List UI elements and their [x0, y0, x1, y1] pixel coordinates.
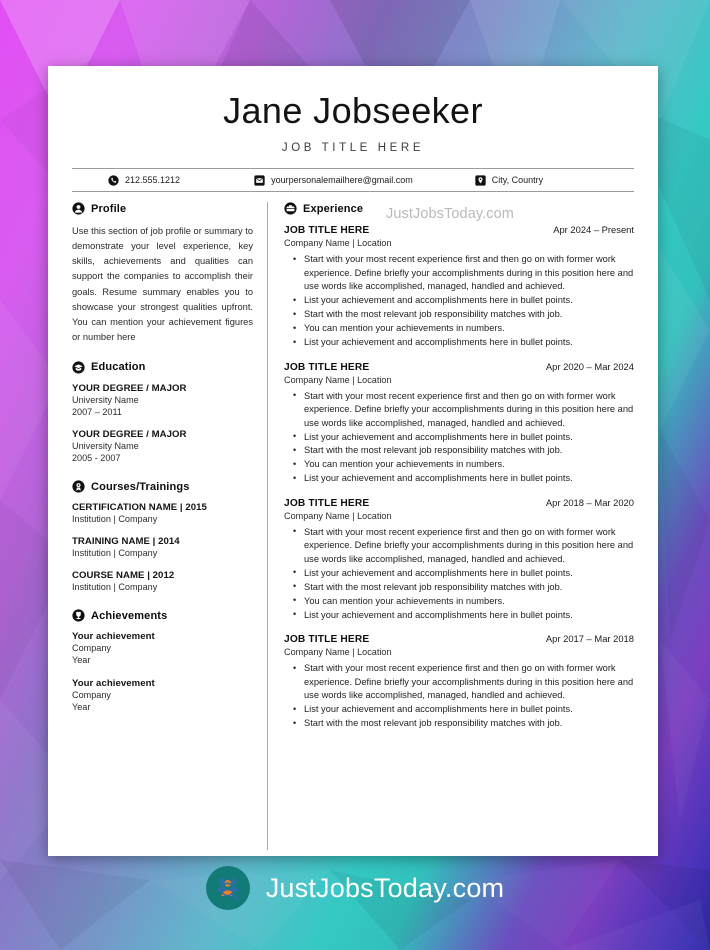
experience-bullets: [284, 662, 634, 730]
section-achievements: [72, 609, 253, 712]
education-entry: [72, 383, 253, 418]
contact-email-value: yourpersonalemailhere@gmail.com: [271, 175, 413, 186]
experience-entry: [284, 361, 634, 486]
watermark-text: JustJobsToday.com: [386, 206, 514, 223]
bullet-item: • Start with your most recent experience first and then go on with former work experience. Define briefly your accomplishments during in this position here and use words like accomplished, managed, handled and achieved.: [304, 253, 634, 293]
achievement-year: Year: [72, 655, 91, 666]
contact-phone[interactable]: [108, 175, 180, 186]
course-institution: Institution | Company: [72, 514, 158, 525]
experience-column: [268, 202, 634, 850]
bullet-item: • Start with the most relevant job responsibility matches with job.: [304, 444, 634, 457]
education-entry: [72, 429, 253, 464]
experience-bullets: [284, 526, 634, 622]
experience-job-title: JOB TITLE HERE: [284, 497, 370, 509]
achievement-title: Your achievement: [72, 677, 155, 689]
email-icon: [254, 175, 265, 186]
education-years: 2007 – 2011: [72, 406, 122, 417]
section-courses-title: Courses/Trainings: [91, 480, 190, 493]
achievement-company: Company: [72, 643, 111, 654]
achievement-year: Year: [72, 701, 91, 712]
course-entry: [72, 536, 253, 559]
bullet-item: • You can mention your achievements in numbers.: [304, 458, 634, 471]
page-title: Jane Jobseeker: [223, 90, 483, 131]
contact-email[interactable]: [254, 175, 413, 186]
course-institution: Institution | Company: [72, 548, 158, 559]
experience-company: Company Name | Location: [284, 647, 392, 658]
experience-job-title: JOB TITLE HERE: [284, 634, 370, 646]
bullet-item: • You can mention your achievements in numbers.: [304, 322, 634, 335]
experience-entry: [284, 633, 634, 730]
bullet-item: • List your achievement and accomplishments here in bullet points.: [304, 703, 634, 716]
experience-entry-row: [284, 361, 634, 373]
experience-bullets: [284, 253, 634, 349]
bullet-item: • List your achievement and accomplishments here in bullet points.: [304, 472, 634, 485]
bullet-item: • You can mention your achievements in numbers.: [304, 595, 634, 608]
section-education-title: Education: [91, 361, 146, 374]
profile-summary-text: Use this section of job profile or summary to demonstrate your level experience, key skills, achievements and qualities can support the companies to accomplish their goals. Resume summary enables you to showcase your strongest qualities upfront. You can mention your achievement figures or number here: [72, 226, 253, 342]
footer-branding[interactable]: [0, 866, 710, 910]
experience-company: Company Name | Location: [284, 510, 392, 521]
people-search-logo-icon: [206, 866, 250, 910]
education-years: 2005 - 2007: [72, 452, 121, 463]
people-search-glyph: [212, 872, 244, 904]
contact-location[interactable]: [475, 175, 543, 186]
bullet-item: • Start with your most recent experience first and then go on with former work experience. Define briefly your accomplishments during in this position here and use words like accomplished, managed, handled and achieved.: [304, 390, 634, 430]
experience-job-dates: Apr 2017 – Mar 2018: [545, 633, 634, 645]
education-institution: University Name: [72, 440, 139, 451]
bullet-item: • List your achievement and accomplishments here in bullet points.: [304, 294, 634, 307]
section-education: [72, 361, 253, 464]
briefcase-circle-icon: [284, 202, 297, 215]
resume-page: [48, 66, 658, 856]
section-profile-header: [72, 202, 253, 215]
course-institution: Institution | Company: [72, 582, 158, 593]
experience-company: Company Name | Location: [284, 374, 392, 385]
experience-entry: [284, 497, 634, 622]
resume-body: [72, 202, 634, 850]
experience-entry-row: [284, 497, 634, 509]
bullet-item: • Start with the most relevant job responsibility matches with job.: [304, 308, 634, 321]
experience-entry-row: [284, 224, 634, 236]
experience-job-dates: Apr 2024 – Present: [553, 224, 634, 236]
location-pin-icon: [475, 175, 486, 186]
experience-entry: [284, 224, 634, 349]
education-degree: YOUR DEGREE / MAJOR: [72, 428, 187, 440]
course-entry: [72, 502, 253, 525]
section-courses-header: [72, 480, 253, 493]
section-achievements-title: Achievements: [91, 609, 168, 622]
bullet-item: • Start with the most relevant job responsibility matches with job.: [304, 717, 634, 730]
bullet-item: • Start with your most recent experience first and then go on with former work experience. Define briefly your accomplishments during in this position here and use words like accomplished, managed, handled and achieved.: [304, 526, 634, 566]
course-name: TRAINING NAME | 2014: [72, 536, 180, 548]
header-job-title: JOB TITLE HERE: [281, 142, 425, 155]
section-profile-title: Profile: [91, 202, 127, 215]
contact-phone-value: 212.555.1212: [125, 175, 181, 186]
achievement-title: Your achievement: [72, 631, 155, 643]
experience-company: Company Name | Location: [284, 238, 392, 249]
course-name: COURSE NAME | 2012: [72, 570, 175, 582]
section-education-header: [72, 361, 253, 374]
section-experience-title: Experience: [303, 202, 364, 215]
contact-location-value: City, Country: [491, 175, 544, 186]
brand-name: JustJobsToday.com: [265, 872, 505, 903]
experience-job-dates: Apr 2018 – Mar 2020: [545, 496, 634, 508]
phone-icon: [108, 175, 119, 186]
experience-job-dates: Apr 2020 – Mar 2024: [545, 360, 634, 372]
section-achievements-header: [72, 609, 253, 622]
person-circle-icon: [72, 202, 85, 215]
sidebar-column: [72, 202, 268, 850]
bullet-item: • Start with the most relevant job responsibility matches with job.: [304, 581, 634, 594]
achievement-entry: [72, 678, 253, 713]
achievement-entry: [72, 631, 253, 666]
section-courses: [72, 480, 253, 593]
trophy-circle-icon: [72, 609, 85, 622]
achievement-company: Company: [72, 689, 111, 700]
contact-bar: [72, 168, 634, 192]
bullet-item: • List your achievement and accomplishments here in bullet points.: [304, 609, 634, 622]
experience-job-title: JOB TITLE HERE: [284, 361, 370, 373]
education-institution: University Name: [72, 394, 139, 405]
experience-job-title: JOB TITLE HERE: [284, 225, 370, 237]
course-entry: [72, 570, 253, 593]
graduation-cap-circle-icon: [72, 361, 85, 374]
bullet-item: • List your achievement and accomplishments here in bullet points.: [304, 431, 634, 444]
course-name: CERTIFICATION NAME | 2015: [72, 502, 207, 514]
bullet-item: • List your achievement and accomplishments here in bullet points.: [304, 336, 634, 349]
experience-entry-row: [284, 633, 634, 645]
award-circle-icon: [72, 480, 85, 493]
education-degree: YOUR DEGREE / MAJOR: [72, 382, 187, 394]
section-profile: [72, 202, 253, 344]
experience-bullets: [284, 390, 634, 486]
bullet-item: • List your achievement and accomplishments here in bullet points.: [304, 567, 634, 580]
bullet-item: • Start with your most recent experience first and then go on with former work experience. Define briefly your accomplishments during in this position here and use words like accomplished, managed, handled and achieved.: [304, 662, 634, 702]
